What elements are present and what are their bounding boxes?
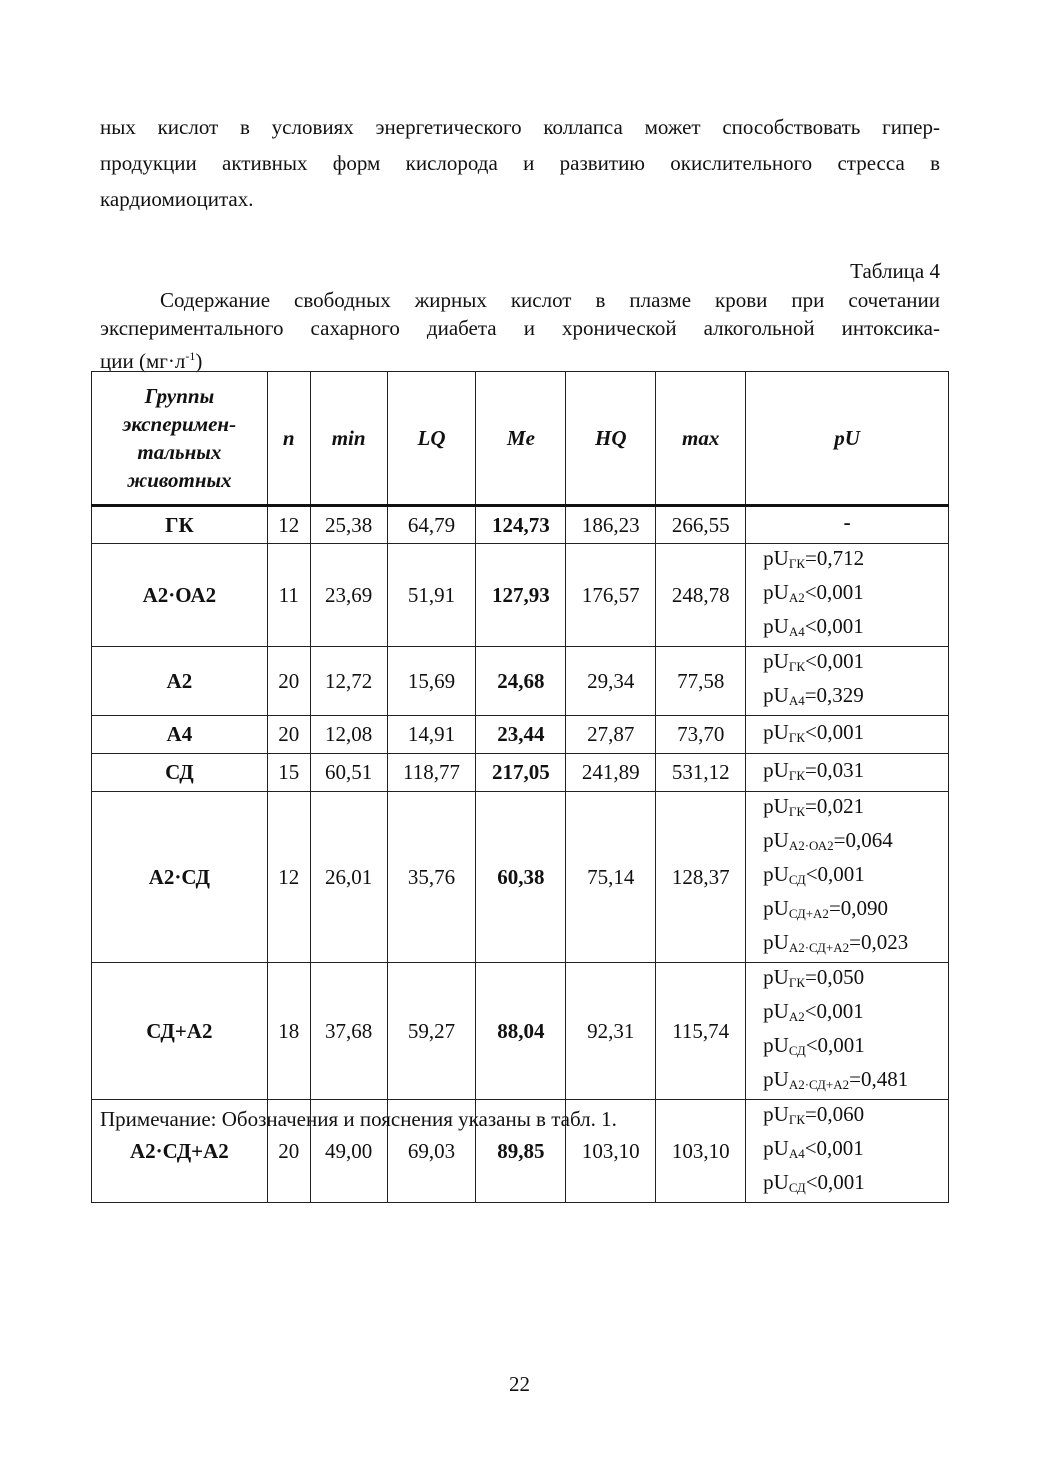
pu-line: [763, 1134, 944, 1168]
pu-value: <0,001: [804, 614, 864, 638]
pu-value: =0,090: [828, 896, 889, 920]
table-row: [92, 716, 949, 754]
cell-n: 20: [267, 647, 310, 716]
cell-n: 11: [267, 544, 310, 647]
pu-prefix: -: [843, 510, 851, 534]
header-pu: pU: [746, 372, 949, 506]
cell-me: 217,05: [476, 754, 566, 792]
intro-paragraph: [100, 109, 940, 217]
pu-prefix: pU: [763, 1170, 789, 1194]
table-row: [92, 792, 949, 963]
pu-value: <0,001: [805, 862, 865, 886]
pu-line: [763, 963, 944, 997]
pu-value: =0,023: [849, 930, 909, 954]
cell-lq: 64,79: [387, 506, 476, 544]
cell-pu: [746, 506, 949, 544]
cell-max: 266,55: [656, 506, 746, 544]
page-number: 22: [509, 1372, 530, 1396]
cell-lq: 118,77: [387, 754, 476, 792]
pu-subscript: А2: [788, 590, 805, 605]
pu-line: [763, 647, 944, 681]
pu-subscript: А4: [788, 1146, 805, 1161]
pu-prefix: pU: [763, 1136, 789, 1160]
pu-subscript: ГК: [788, 804, 805, 819]
cell-me: 24,68: [476, 647, 566, 716]
pu-prefix: pU: [763, 683, 789, 707]
cell-min: 49,00: [310, 1100, 387, 1203]
table-label: Таблица 4: [850, 259, 940, 283]
cell-n: 12: [267, 792, 310, 963]
cell-min: 12,08: [310, 716, 387, 754]
pu-prefix: pU: [763, 896, 789, 920]
cell-hq: 241,89: [566, 754, 656, 792]
cell-lq: 35,76: [387, 792, 476, 963]
pu-prefix: pU: [763, 828, 789, 852]
pu-value: <0,001: [804, 999, 864, 1023]
caption-units-exponent: -1: [185, 349, 196, 363]
pu-line: [763, 756, 944, 790]
header-group-line: Группы: [144, 384, 215, 408]
pu-value: =0,329: [804, 683, 864, 707]
pu-value: <0,001: [804, 1136, 864, 1160]
pu-line: [763, 1100, 944, 1134]
pu-line: [750, 508, 944, 542]
cell-group: ГК: [92, 506, 268, 544]
cell-min: 25,38: [310, 506, 387, 544]
caption-line-1: Содержание свободных жирных кислот в плазме крови при сочетании: [160, 288, 940, 312]
cell-pu: [746, 754, 949, 792]
table-body: [92, 506, 949, 1203]
pu-prefix: pU: [763, 649, 789, 673]
pu-line: [763, 681, 944, 715]
caption-units-text: ции (мг·л: [100, 349, 186, 373]
pu-subscript: СД+А2: [788, 906, 829, 921]
cell-min: 60,51: [310, 754, 387, 792]
pu-value: <0,001: [805, 1033, 865, 1057]
table-note: Примечание: Обозначения и пояснения указаны в табл. 1.: [100, 1107, 617, 1131]
pu-value: =0,060: [805, 1102, 865, 1126]
cell-max: 77,58: [656, 647, 746, 716]
cell-max: 115,74: [656, 963, 746, 1100]
cell-me: 127,93: [476, 544, 566, 647]
table-row: [92, 506, 949, 544]
pu-value: =0,050: [805, 965, 865, 989]
pu-value: <0,001: [804, 580, 864, 604]
pu-value: =0,031: [805, 757, 865, 782]
pu-line: [763, 578, 944, 612]
pu-prefix: pU: [763, 965, 789, 989]
pu-value: <0,001: [805, 1170, 865, 1194]
cell-min: 12,72: [310, 647, 387, 716]
pu-prefix: pU: [763, 1067, 789, 1091]
cell-group: А2: [92, 647, 268, 716]
pu-prefix: pU: [763, 862, 789, 886]
pu-prefix: pU: [763, 999, 789, 1023]
table-row: [92, 544, 949, 647]
pu-line: [763, 1065, 944, 1099]
pu-prefix: pU: [763, 546, 789, 570]
cell-max: 73,70: [656, 716, 746, 754]
cell-max: 128,37: [656, 792, 746, 963]
pu-subscript: ГК: [788, 659, 805, 674]
header-min: min: [310, 372, 387, 506]
pu-prefix: pU: [763, 1033, 789, 1057]
cell-me: 23,44: [476, 716, 566, 754]
pu-prefix: pU: [763, 757, 789, 782]
header-me: Me: [476, 372, 566, 506]
pu-subscript: СД: [788, 872, 806, 887]
cell-hq: 186,23: [566, 506, 656, 544]
pu-subscript: СД: [788, 1180, 806, 1195]
cell-me: 89,85: [476, 1100, 566, 1203]
pu-value: <0,001: [805, 719, 865, 744]
pu-value: =0,712: [805, 546, 865, 570]
table-caption: [100, 286, 940, 375]
pu-subscript: А4: [788, 693, 805, 708]
pu-line: [763, 792, 944, 826]
data-table: [91, 371, 949, 1203]
pu-subscript: СД: [788, 1043, 806, 1058]
cell-hq: 27,87: [566, 716, 656, 754]
cell-group: СД: [92, 754, 268, 792]
pu-subscript: А4: [788, 624, 805, 639]
caption-units-close: ): [195, 349, 203, 373]
cell-hq: 103,10: [566, 1100, 656, 1203]
cell-hq: 176,57: [566, 544, 656, 647]
cell-max: 103,10: [656, 1100, 746, 1203]
pu-subscript: ГК: [788, 1112, 805, 1127]
cell-n: 15: [267, 754, 310, 792]
pu-subscript: А2: [788, 1009, 805, 1024]
cell-n: 18: [267, 963, 310, 1100]
pu-prefix: pU: [763, 1102, 789, 1126]
cell-me: 88,04: [476, 963, 566, 1100]
header-group-line: тальных: [137, 440, 222, 464]
cell-n: 12: [267, 506, 310, 544]
header-group-line: эксперимен-: [122, 412, 237, 436]
cell-group: А2·ОА2: [92, 544, 268, 647]
pu-subscript: А2·СД+А2: [788, 1077, 850, 1092]
pu-line: [763, 718, 944, 752]
table-header-row: [92, 372, 949, 506]
cell-n: 20: [267, 1100, 310, 1203]
header-lq: LQ: [387, 372, 476, 506]
header-max: max: [656, 372, 746, 506]
pu-value: =0,481: [849, 1067, 909, 1091]
cell-lq: 51,91: [387, 544, 476, 647]
pu-line: [763, 997, 944, 1031]
pu-subscript: А2·СД+А2: [788, 940, 850, 955]
pu-prefix: pU: [763, 580, 789, 604]
pu-line: [763, 928, 944, 962]
pu-subscript: ГК: [788, 729, 805, 745]
pu-prefix: pU: [763, 794, 789, 818]
cell-max: 248,78: [656, 544, 746, 647]
pu-subscript: ГК: [788, 975, 805, 990]
cell-n: 20: [267, 716, 310, 754]
cell-min: 23,69: [310, 544, 387, 647]
cell-me: 124,73: [476, 506, 566, 544]
pu-subscript: А2·ОА2: [788, 838, 834, 853]
cell-pu: [746, 792, 949, 963]
caption-line-2: экспериментального сахарного диабета и хронической алкогольной интоксика-: [100, 316, 940, 340]
pu-subscript: ГК: [788, 767, 805, 783]
pu-value: <0,001: [805, 649, 865, 673]
cell-hq: 92,31: [566, 963, 656, 1100]
cell-pu: [746, 544, 949, 647]
cell-hq: 29,34: [566, 647, 656, 716]
header-group-line: животных: [127, 468, 232, 492]
pu-line: [763, 544, 944, 578]
header-n: n: [267, 372, 310, 506]
pu-prefix: pU: [763, 614, 789, 638]
cell-pu: [746, 647, 949, 716]
header-hq: HQ: [566, 372, 656, 506]
header-group: [92, 372, 268, 506]
pu-value: =0,064: [833, 828, 893, 852]
pu-line: [763, 826, 944, 860]
pu-line: [763, 894, 944, 928]
cell-lq: 15,69: [387, 647, 476, 716]
cell-min: 26,01: [310, 792, 387, 963]
pu-prefix: pU: [763, 930, 789, 954]
pu-line: [763, 1168, 944, 1202]
pu-line: [763, 1031, 944, 1065]
cell-group: А4: [92, 716, 268, 754]
pu-line: [763, 860, 944, 894]
cell-lq: 69,03: [387, 1100, 476, 1203]
cell-group: СД+А2: [92, 963, 268, 1100]
intro-line-2: продукции активных форм кислорода и развитию окислительного стресса в: [100, 151, 940, 175]
cell-lq: 59,27: [387, 963, 476, 1100]
cell-pu: [746, 1100, 949, 1203]
cell-lq: 14,91: [387, 716, 476, 754]
cell-hq: 75,14: [566, 792, 656, 963]
pu-prefix: pU: [763, 719, 789, 744]
pu-line: [763, 612, 944, 646]
pu-value: =0,021: [805, 794, 865, 818]
cell-pu: [746, 963, 949, 1100]
table-row: [92, 754, 949, 792]
table-row: [92, 647, 949, 716]
table-row: [92, 963, 949, 1100]
intro-line-1: ных кислот в условиях энергетического коллапса может способствовать гипер-: [100, 115, 940, 139]
pu-subscript: ГК: [788, 556, 805, 571]
cell-group: А2·СД: [92, 792, 268, 963]
intro-line-3: кардиомиоцитах.: [100, 187, 254, 211]
cell-max: 531,12: [656, 754, 746, 792]
cell-pu: [746, 716, 949, 754]
cell-min: 37,68: [310, 963, 387, 1100]
cell-me: 60,38: [476, 792, 566, 963]
cell-group: А2·СД+А2: [92, 1100, 268, 1203]
